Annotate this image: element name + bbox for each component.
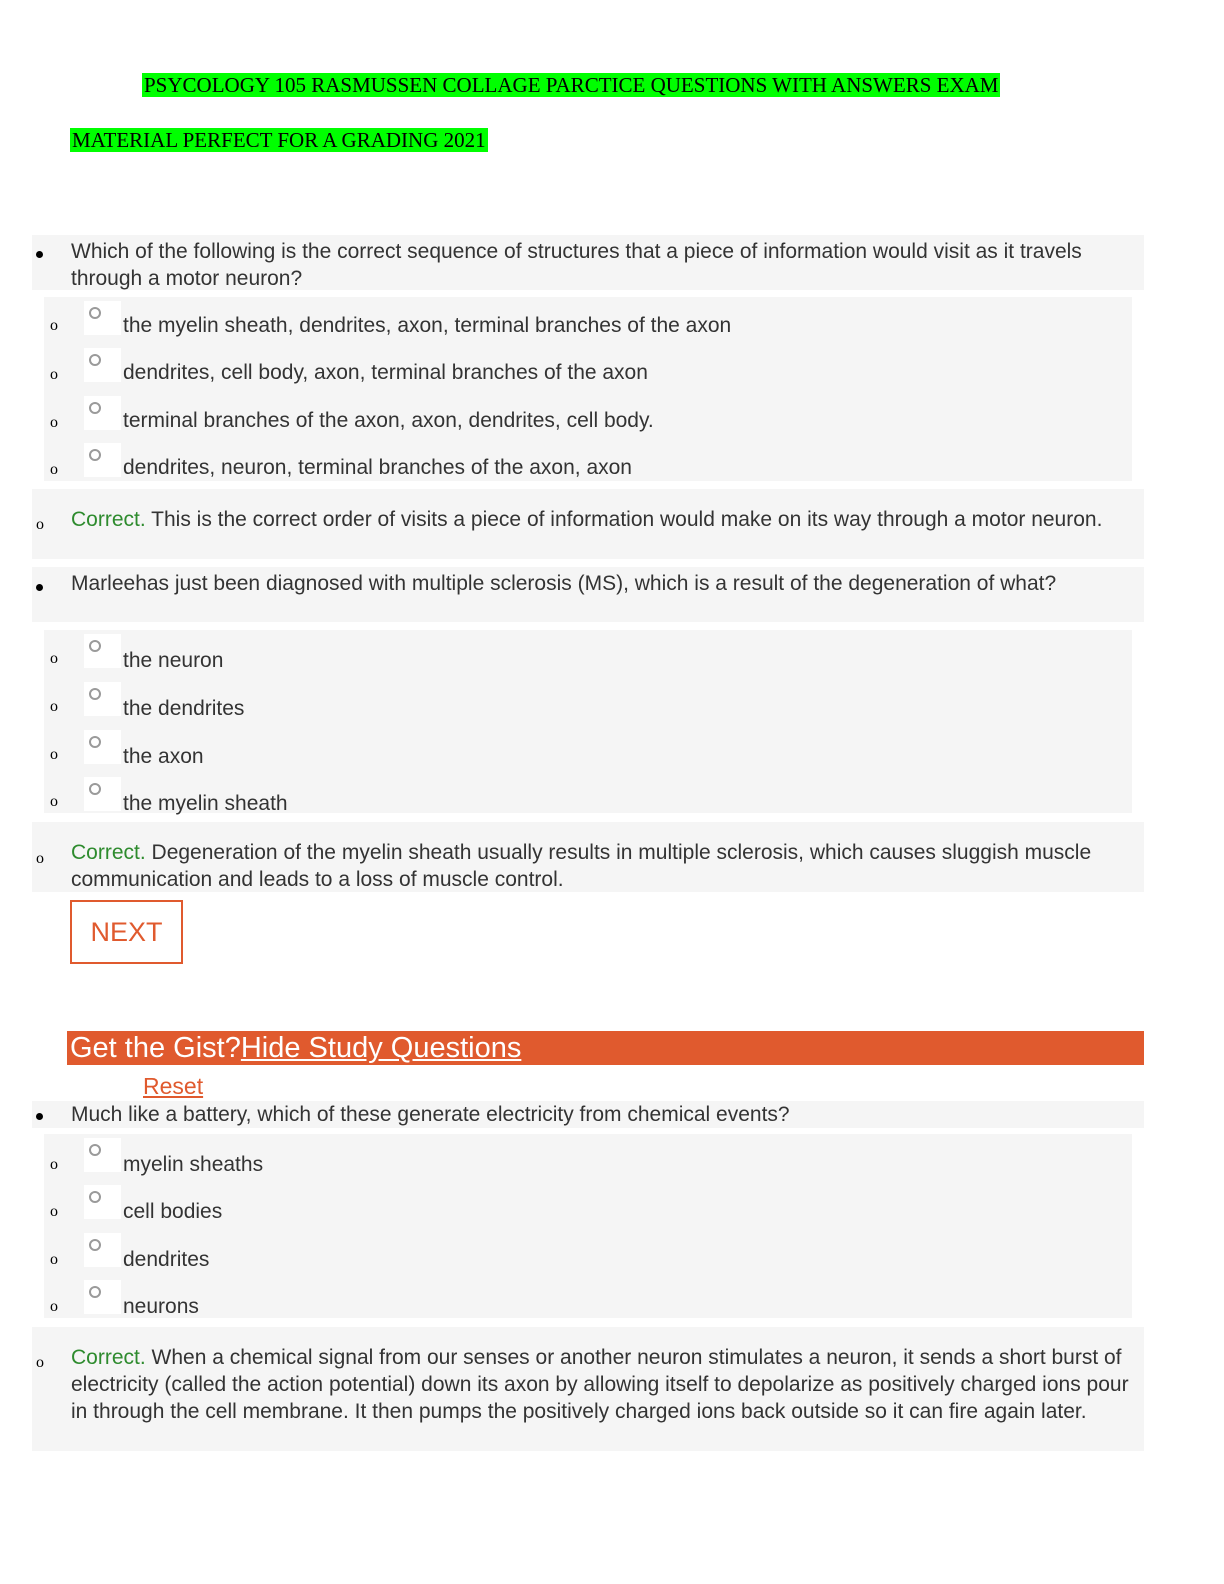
feedback-3	[32, 1327, 1144, 1451]
option-label: dendrites	[123, 1248, 210, 1271]
option-label: the neuron	[123, 649, 224, 672]
bullet-icon	[36, 584, 43, 591]
radio-container	[84, 301, 121, 335]
radio-container	[84, 348, 121, 382]
hollow-bullet-icon: o	[50, 317, 58, 334]
radio-button[interactable]	[89, 783, 101, 795]
document-title-line-2: MATERIAL PERFECT FOR A GRADING 2021	[72, 128, 486, 152]
feedback-body: Degeneration of the myelin sheath usually results in multiple sclerosis, which causes sluggish muscle communication and leads to a loss of muscle control.	[71, 841, 1092, 891]
option-item[interactable]	[44, 396, 1132, 442]
hide-study-questions-link[interactable]: Hide Study Questions	[240, 1032, 522, 1064]
bullet-icon	[36, 251, 43, 258]
option-item[interactable]	[44, 1185, 1132, 1231]
hollow-bullet-icon: o	[50, 366, 58, 383]
radio-container	[84, 682, 121, 716]
radio-container	[84, 1280, 121, 1314]
option-label: neurons	[123, 1295, 199, 1318]
question-text: Much like a battery, which of these generate electricity from chemical events?	[71, 1103, 790, 1126]
option-item[interactable]	[44, 682, 1132, 728]
radio-container	[84, 396, 121, 430]
gist-header-bar	[67, 1031, 1144, 1065]
hollow-bullet-icon: o	[50, 650, 58, 667]
hollow-bullet-icon: o	[50, 793, 58, 810]
option-label: the myelin sheath	[123, 792, 288, 815]
radio-button[interactable]	[89, 1239, 101, 1251]
radio-container	[84, 443, 121, 477]
option-item[interactable]	[44, 730, 1132, 776]
feedback-correct-label: Correct.	[71, 508, 146, 531]
hollow-bullet-icon: o	[50, 698, 58, 715]
question-text: Marleehas just been diagnosed with multiple sclerosis (MS), which is a result of the degeneration of what?	[71, 572, 1057, 595]
option-label: terminal branches of the axon, axon, dendrites, cell body.	[123, 409, 654, 432]
option-item[interactable]	[44, 1138, 1132, 1184]
option-label: dendrites, neuron, terminal branches of the axon, axon	[123, 456, 632, 479]
bullet-icon	[36, 1113, 43, 1120]
feedback-text	[71, 506, 1130, 533]
radio-button[interactable]	[89, 688, 101, 700]
feedback-1	[32, 489, 1144, 559]
option-label: dendrites, cell body, axon, terminal branches of the axon	[123, 361, 648, 384]
feedback-2	[32, 822, 1144, 892]
radio-container	[84, 1185, 121, 1219]
feedback-body: This is the correct order of visits a piece of information would make on its way through a motor neuron.	[145, 508, 1103, 531]
radio-button[interactable]	[89, 1191, 101, 1203]
hollow-bullet-icon: o	[50, 1298, 58, 1315]
option-label: myelin sheaths	[123, 1153, 264, 1176]
hollow-bullet-icon: o	[50, 1203, 58, 1220]
option-item[interactable]	[44, 777, 1132, 823]
options-list	[44, 297, 1132, 481]
document-title-line-1: PSYCOLOGY 105 RASMUSSEN COLLAGE PARCTICE QUESTIONS WITH ANSWERS EXAM	[144, 73, 999, 97]
feedback-correct-label: Correct.	[71, 841, 146, 864]
reset-link[interactable]: Reset	[143, 1073, 204, 1099]
option-item[interactable]	[44, 634, 1132, 680]
option-label: cell bodies	[123, 1200, 223, 1223]
radio-container	[84, 1233, 121, 1267]
option-item[interactable]	[44, 1280, 1132, 1326]
hollow-bullet-icon: o	[50, 746, 58, 763]
next-button[interactable]: NEXT	[70, 900, 183, 964]
option-label: the dendrites	[123, 697, 245, 720]
radio-container	[84, 1138, 121, 1172]
hollow-bullet-icon: o	[36, 850, 44, 867]
radio-container	[84, 634, 121, 668]
question-text: Which of the following is the correct sequence of structures that a piece of information would visit as it travels through a motor neuron?	[71, 240, 1082, 290]
radio-button[interactable]	[89, 402, 101, 414]
option-label: the myelin sheath, dendrites, axon, terminal branches of the axon	[123, 314, 732, 337]
radio-button[interactable]	[89, 449, 101, 461]
radio-container	[84, 730, 121, 764]
option-item[interactable]	[44, 301, 1132, 347]
feedback-body: When a chemical signal from our senses or another neuron stimulates a neuron, it sends a short burst of electricity (called the action potential) down its axon by allowing itself to depolarize as positively charged ions pour in through the cell membrane. It then pumps the positively charged ions back outside so it can fire again later.	[71, 1346, 1129, 1423]
option-item[interactable]	[44, 1233, 1132, 1279]
radio-button[interactable]	[89, 1144, 101, 1156]
feedback-correct-label: Correct.	[71, 1346, 146, 1369]
hollow-bullet-icon: o	[50, 1251, 58, 1268]
radio-button[interactable]	[89, 736, 101, 748]
radio-button[interactable]	[89, 640, 101, 652]
question-3	[32, 1101, 1144, 1128]
options-list	[44, 1134, 1132, 1318]
radio-button[interactable]	[89, 1286, 101, 1298]
hollow-bullet-icon: o	[50, 414, 58, 431]
option-item[interactable]	[44, 443, 1132, 489]
radio-button[interactable]	[89, 307, 101, 319]
feedback-text	[71, 1344, 1130, 1425]
radio-container	[84, 777, 121, 811]
question-1	[32, 235, 1144, 290]
options-list	[44, 630, 1132, 813]
option-item[interactable]	[44, 348, 1132, 394]
radio-button[interactable]	[89, 354, 101, 366]
gist-title: Get the Gist?	[70, 1032, 241, 1064]
feedback-text	[71, 839, 1130, 893]
option-label: the axon	[123, 745, 204, 768]
hollow-bullet-icon: o	[36, 1354, 44, 1371]
hollow-bullet-icon: o	[50, 461, 58, 478]
question-2	[32, 567, 1144, 622]
hollow-bullet-icon: o	[36, 516, 44, 533]
hollow-bullet-icon: o	[50, 1156, 58, 1173]
